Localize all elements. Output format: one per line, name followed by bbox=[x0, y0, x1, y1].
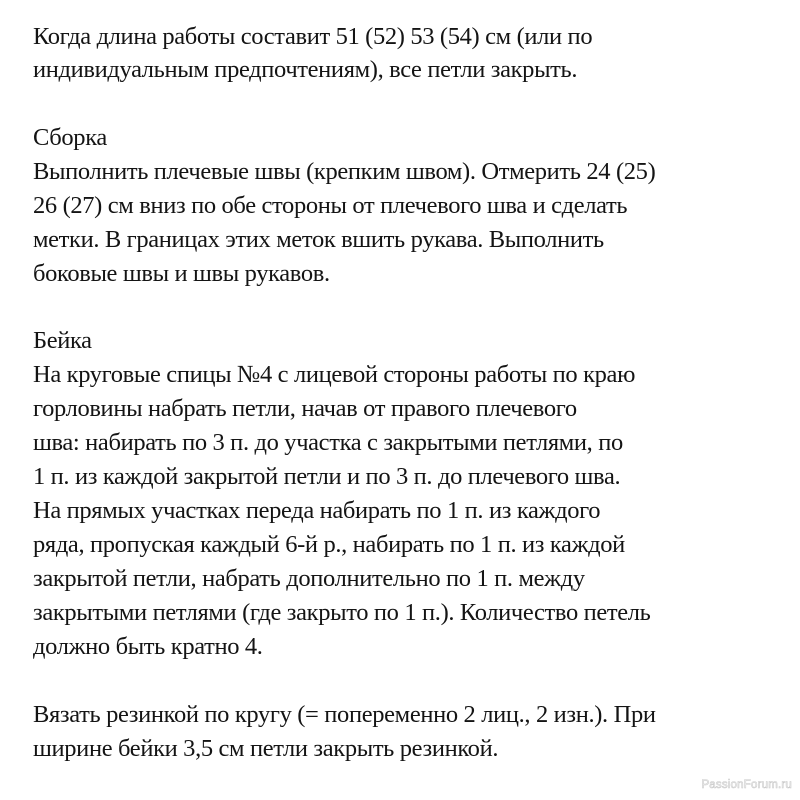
watermark: PassionForum.ru bbox=[701, 779, 792, 791]
paragraph-neckband-line-1: На круговые спицы №4 с лицевой стороны работы по краю bbox=[33, 361, 636, 388]
paragraph-intro-line-2: индивидуальным предпочтениям), все петли закрыть. bbox=[33, 56, 578, 83]
paragraph-intro-line-1: Когда длина работы составит 51 (52) 53 (54) см (или по bbox=[33, 23, 593, 50]
section-heading-neckband: Бейка bbox=[33, 327, 92, 354]
paragraph-neckband-line-9: должно быть кратно 4. bbox=[33, 633, 263, 660]
paragraph-neckband-line-8: закрытыми петлями (где закрыто по 1 п.). Количество петель bbox=[33, 599, 651, 626]
paragraph-ribbing-line-2: ширине бейки 3,5 см петли закрыть резинкой. bbox=[33, 735, 499, 762]
paragraph-assembly-line-3: метки. В границах этих меток вшить рукава. Выполнить bbox=[33, 226, 604, 253]
paragraph-neckband-line-3: шва: набирать по 3 п. до участка с закрытыми петлями, по bbox=[33, 429, 623, 456]
paragraph-neckband-line-5: На прямых участках переда набирать по 1 п. из каждого bbox=[33, 497, 601, 524]
paragraph-neckband-line-6: ряда, пропуская каждый 6-й р., набирать по 1 п. из каждой bbox=[33, 531, 625, 558]
paragraph-assembly-line-4: боковые швы и швы рукавов. bbox=[33, 260, 330, 287]
paragraph-neckband-line-4: 1 п. из каждой закрытой петли и по 3 п. до плечевого шва. bbox=[33, 463, 621, 490]
paragraph-assembly-line-1: Выполнить плечевые швы (крепким швом). Отмерить 24 (25) bbox=[33, 158, 656, 185]
paragraph-neckband-line-7: закрытой петли, набрать дополнительно по 1 п. между bbox=[33, 565, 585, 592]
paragraph-neckband-line-2: горловины набрать петли, начав от правого плечевого bbox=[33, 395, 577, 422]
paragraph-ribbing-line-1: Вязать резинкой по кругу (= попеременно 2 лиц., 2 изн.). При bbox=[33, 701, 656, 728]
section-heading-assembly: Сборка bbox=[33, 124, 107, 151]
paragraph-assembly-line-2: 26 (27) см вниз по обе стороны от плечевого шва и сделать bbox=[33, 192, 628, 219]
